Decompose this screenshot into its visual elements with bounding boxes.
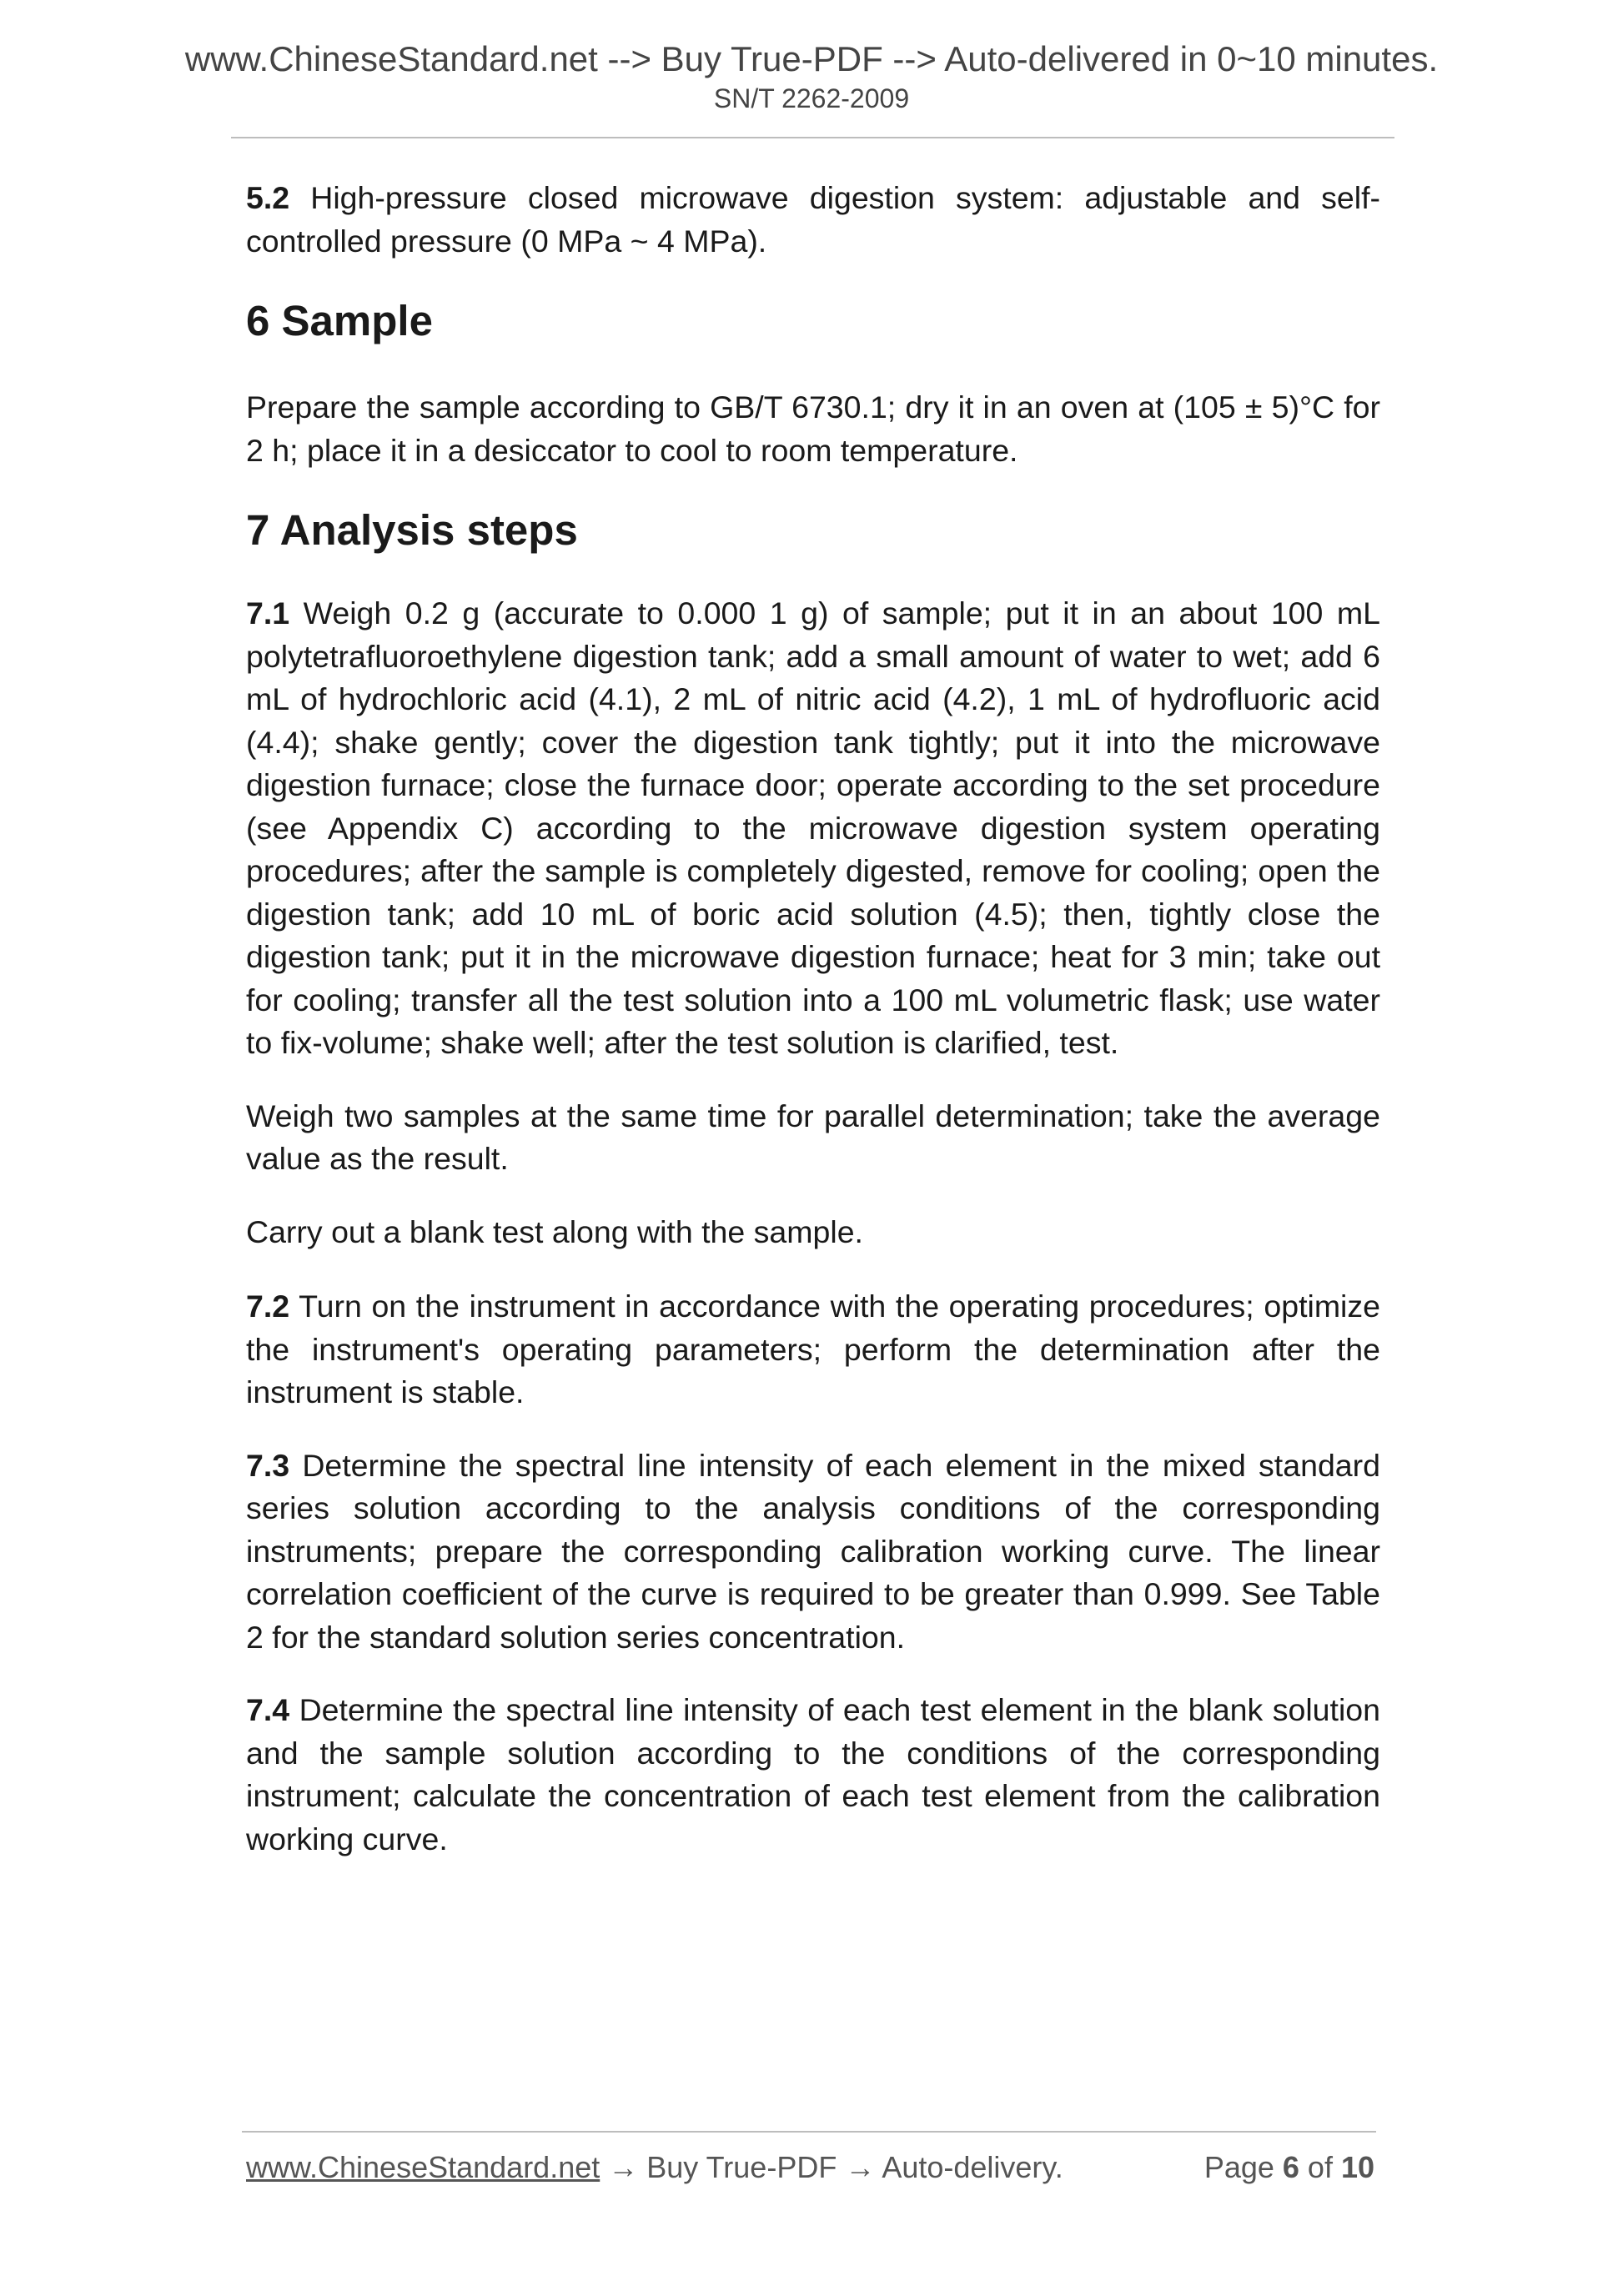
footer-divider — [242, 2131, 1376, 2133]
clause-text: High-pressure closed microwave digestion system: adjustable and self-controlled pressure (0 MPa ~ 4 MPa). — [246, 180, 1380, 259]
clause-number: 7.2 — [246, 1289, 290, 1324]
footer-site-link[interactable]: www.ChineseStandard.net — [246, 2150, 600, 2184]
page-total: 10 — [1340, 2150, 1374, 2184]
clause-7-4 — [246, 1689, 1380, 1861]
clause-text: Determine the spectral line intensity of each test element in the blank solution and the sample solution according to the conditions of the corresponding instrument; calculate the concentration of each test element from the calibration working curve. — [246, 1692, 1380, 1856]
page-indicator — [1203, 2150, 1374, 2184]
clause-7-1 — [246, 592, 1380, 1065]
page-of: of — [1299, 2150, 1341, 2184]
clause-7-2 — [246, 1285, 1380, 1414]
section-heading-7: 7 Analysis steps — [246, 506, 578, 554]
footer-promo — [246, 2150, 1063, 2184]
clause-number: 7.1 — [246, 595, 290, 631]
document-code: SN/T 2262-2009 — [713, 83, 910, 113]
section-6-paragraph: Prepare the sample according to GB/T 6730.1; dry it in an oven at (105 ± 5)°C for 2 h; place it in a desiccator to cool to room temperature. — [246, 389, 1380, 468]
clause-number: 5.2 — [246, 180, 290, 215]
header-divider — [231, 137, 1394, 138]
page-label: Page — [1203, 2150, 1283, 2184]
footer-tagline: → Buy True-PDF → Auto-delivery. — [600, 2150, 1063, 2184]
clause-number: 7.4 — [246, 1692, 290, 1727]
page-current: 6 — [1282, 2150, 1299, 2184]
clause-7-1-parallel: Weigh two samples at the same time for parallel determination; take the average value as the result. — [246, 1098, 1380, 1176]
clause-text: Turn on the instrument in accordance with the operating procedures; optimize the instrument's operating parameters; perform the determination after the instrument is stable. — [246, 1289, 1380, 1409]
clause-7-1-blank: Carry out a blank test along with the sample. — [246, 1213, 863, 1249]
clause-text: Weigh 0.2 g (accurate to 0.000 1 g) of sample; put it in an about 100 mL polytetrafluoroethylene digestion tank; add a small amount of water to wet; add 6 mL of hydrochloric acid (4.1), 2 mL of nitric acid (4.2), 1 mL of hydrofluoric acid (4.4); shake gently; cover the digestion tank tightly; put it into the microwave digestion furnace; close the furnace door; operate according to the set procedure (see Appendix C) according to the microwave digestion system operating procedures; after the sample is completely digested, remove for cooling; open the digestion tank; add 10 mL of boric acid solution (4.5); then, tightly close the digestion tank; put it in the microwave digestion furnace; heat for 3 min; take out for cooling; transfer all the test solution into a 100 mL volumetric flask; use water to fix-volume; shake well; after the test solution is clarified, test. — [246, 595, 1380, 1060]
clause-5-2 — [246, 177, 1380, 263]
clause-7-3 — [246, 1444, 1380, 1660]
section-heading-6: 6 Sample — [246, 297, 433, 344]
clause-number: 7.3 — [246, 1447, 290, 1483]
page-content — [246, 177, 1380, 1861]
top-banner: www.ChineseStandard.net --> Buy True-PDF --> Auto-delivered in 0~10 minutes. — [184, 39, 1439, 78]
clause-text: Determine the spectral line intensity of each element in the mixed standard series solution according to the analysis conditions of the corresponding instruments; prepare the corresponding calibration working curve. The linear correlation coefficient of the curve is required to be greater than 0.999. See Table 2 for the standard solution series concentration. — [246, 1447, 1380, 1655]
